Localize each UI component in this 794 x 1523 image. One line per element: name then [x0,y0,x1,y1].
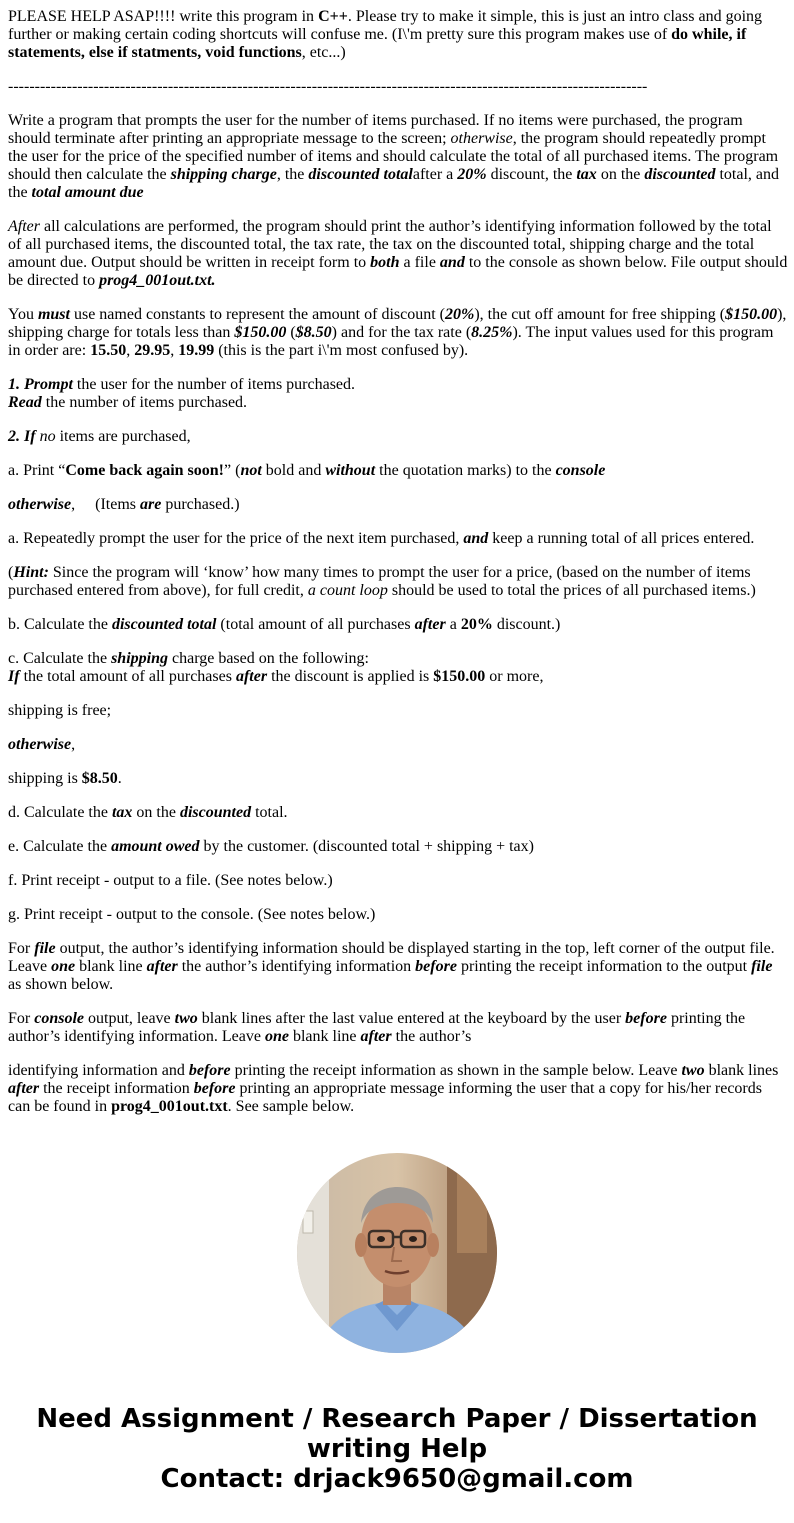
shipping-free: shipping is free; [8,702,112,719]
file-output-note: For file output, the author’s identifying information should be displayed starting in the top, left corner of the output file. Leave one blank line after the author’s identifying information before printing the receipt information to the output file as shown below. [8,940,775,993]
console-output-note: For console output, leave two blank lines after the last value entered at the keyboard by the user before printing the author’s identifying information. Leave one blank line after the author’s [8,1010,746,1045]
otherwise-shipping: otherwise, [8,736,76,753]
step-c: c. Calculate the shipping charge based on the following: If the total amount of all purchases after the discount is applied is $150.00 or more, [8,650,544,685]
footer-advert [0,1404,794,1494]
step-f: f. Print receipt - output to a file. (See notes below.) [8,872,333,889]
avatar-portrait-image [297,1153,497,1353]
question-body [8,8,788,1132]
footer-contact: Contact: drjack9650@gmail.com [160,1464,634,1494]
hint-paragraph: (Hint: Since the program will ‘know’ how many times to prompt the user for a price, (based on the number of items purchased entered from above), for full credit, a count loop should be used to total the prices of all purchased items.) [8,564,756,599]
footer-line-2: writing Help [306,1434,488,1464]
console-output-note-continued: identifying information and before printing the receipt information as shown in the sample below. Leave two blank lines after the receipt information before printing an appropriate message informing the user that a copy for his/her records can be found in prog4_001out.txt. See sample below. [8,1062,779,1115]
shipping-cost: shipping is $8.50. [8,770,122,787]
paragraph-overview: Write a program that prompts the user for the number of items purchased. If no items were purchased, the program should terminate after printing an appropriate message to the screen; otherwise, the program should repeatedly prompt the user for the price of the specified number of items and should calculate the total of all purchased items. The program should then calculate the shipping charge, the discounted totalafter a 20% discount, the tax on the discounted total, and the total amount due [8,112,780,201]
step-e: e. Calculate the amount owed by the customer. (discounted total + shipping + tax) [8,838,534,855]
step-g: g. Print receipt - output to the console. (See notes below.) [8,906,376,923]
author-avatar [297,1153,497,1353]
footer-line-1: Need Assignment / Research Paper / Dissertation [36,1404,758,1434]
paragraph-constants: You must use named constants to represent the amount of discount (20%), the cut off amount for free shipping ($150.00), shipping charge for totals less than $150.00 ($8.50) and for the tax rate (8.25%). The input values used for this program in order are: 15.50, 29.95, 19.99 (this is the part i\'m most confused by). [8,306,787,359]
step-2: 2. If no items are purchased, [8,428,191,445]
divider-line: ------------------------------------------------------------------------------------------------------------------------ [8,78,648,95]
step-b: b. Calculate the discounted total (total amount of all purchases after a 20% discount.) [8,616,561,633]
step-1: 1. Prompt the user for the number of items purchased. Read the number of items purchased. [8,376,356,411]
intro-paragraph: PLEASE HELP ASAP!!!! write this program in C++. Please try to make it simple, this is just an intro class and going further or making certain coding shortcuts will confuse me. (I\'m pretty sure this program makes use of do while, if statements, else if statments, void functions, etc...) [8,8,763,61]
step-a-repeat: a. Repeatedly prompt the user for the price of the next item purchased, and keep a running total of all prices entered. [8,530,755,547]
step-2a: a. Print “Come back again soon!” (not bold and without the quotation marks) to the console [8,462,606,479]
otherwise-items-purchased: otherwise, (Items are purchased.) [8,496,240,513]
paragraph-output: After all calculations are performed, the program should print the author’s identifying information followed by the total of all purchased items, the discounted total, the tax rate, the tax on the discounted total, shipping charge and the total amount due. Output should be written in receipt form to both a file and to the console as shown below. File output should be directed to prog4_001out.txt. [8,218,788,289]
step-d: d. Calculate the tax on the discounted total. [8,804,288,821]
